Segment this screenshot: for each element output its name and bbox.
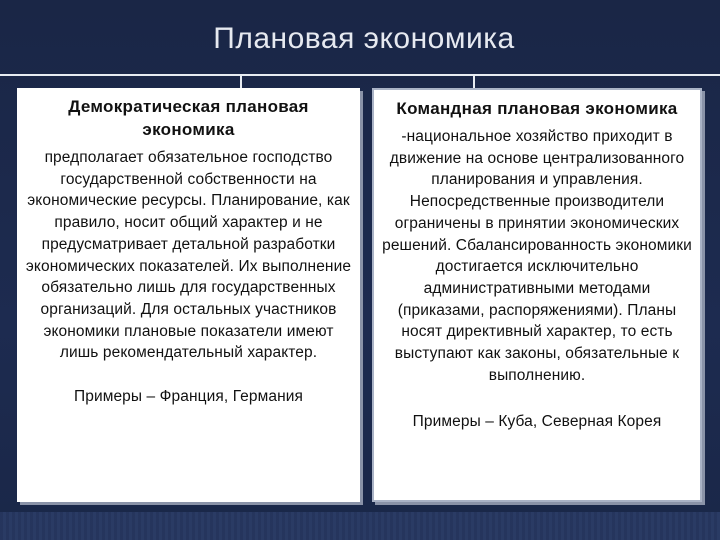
footer-band: [0, 512, 720, 540]
panel-description: -национальное хозяйство приходит в движение на основе централизованного планирования и управления. Непосредственные производители ограничены в принятии экономических решений. Сбалансированность экономики достигается исключительно административными методами (приказами, распоряжениями). Планы носят директивный характер, то есть выступают как законы, обязательные к выполнению.: [382, 128, 692, 384]
divider-connector-left: [240, 76, 242, 88]
slide-title: Плановая экономика: [213, 22, 515, 55]
panel-title: Демократическая плановая экономика: [68, 97, 309, 139]
panel-description: предполагает обязательное господство государственной собственности на экономические ресурсы. Планирование, как правило, носит общий характер и не предусматривает детальной разработки экономических показателей. Их выполнение обязательно лишь для государственных организаций. Для остальных участников экономики плановые показатели имеют лишь рекомендательный характер.: [25, 149, 352, 362]
panel-title: Командная плановая экономика: [396, 99, 678, 118]
democratic-planned-economy-panel: [17, 88, 360, 502]
command-planned-economy-panel: [372, 88, 702, 502]
panel-examples: Примеры – Куба, Северная Корея: [412, 413, 662, 431]
divider-connector-right: [473, 76, 475, 88]
panel-examples: Примеры – Франция, Германия: [73, 388, 303, 406]
title-divider: [0, 74, 720, 76]
